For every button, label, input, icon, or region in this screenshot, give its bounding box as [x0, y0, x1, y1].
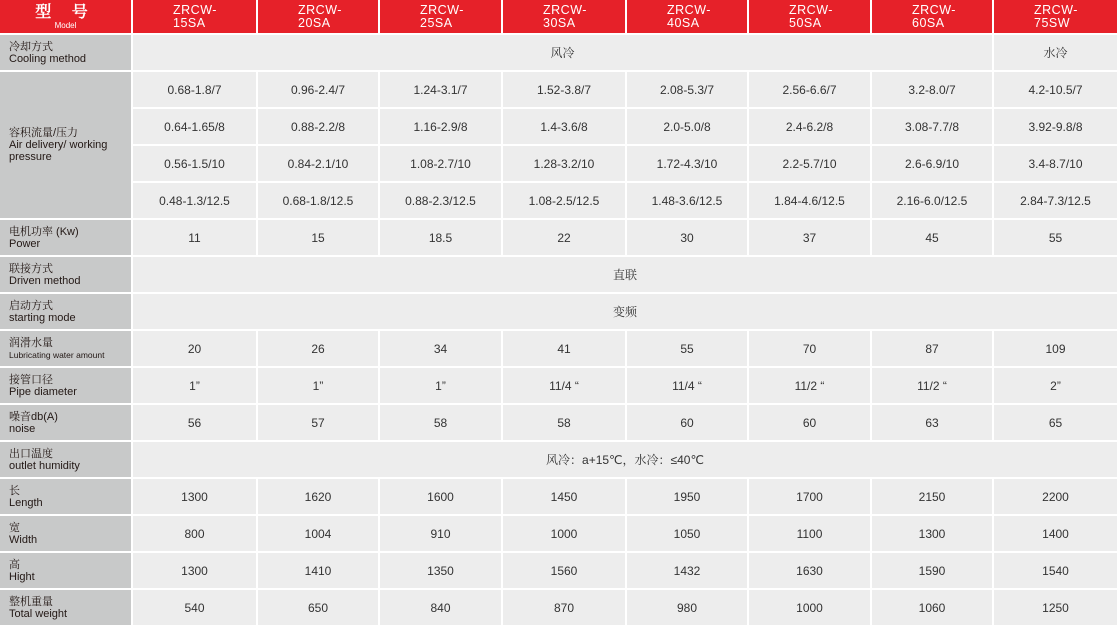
table-cell: 15: [258, 220, 378, 255]
table-cell: 34: [380, 331, 501, 366]
cooling-water-value: 水冷: [994, 35, 1117, 70]
table-cell: 1590: [872, 553, 992, 588]
table-cell: 0.88-2.3/12.5: [380, 183, 501, 218]
table-cell: 70: [749, 331, 870, 366]
weight-row: [0, 590, 1117, 625]
air-delivery-row: [0, 109, 1117, 144]
table-cell: 56: [133, 405, 256, 440]
table-cell: 2.4-6.2/8: [749, 109, 870, 144]
table-cell: 2.08-5.3/7: [627, 72, 747, 107]
table-cell: 840: [380, 590, 501, 625]
table-cell: 65: [994, 405, 1117, 440]
table-cell: 1000: [503, 516, 625, 551]
width-row: [0, 516, 1117, 551]
table-cell: 0.64-1.65/8: [133, 109, 256, 144]
table-cell: 20: [133, 331, 256, 366]
model-col-header: [133, 0, 256, 33]
air-delivery-row: [0, 183, 1117, 218]
table-cell: 57: [258, 405, 378, 440]
table-cell: 1.24-3.1/7: [380, 72, 501, 107]
table-cell: 3.92-9.8/8: [994, 109, 1117, 144]
model-col-header: [994, 0, 1117, 33]
table-cell: 0.88-2.2/8: [258, 109, 378, 144]
table-cell: 11/2 “: [749, 368, 870, 403]
table-cell: 55: [627, 331, 747, 366]
table-cell: 1100: [749, 516, 870, 551]
air-delivery-row: [0, 72, 1117, 107]
table-cell: 1620: [258, 479, 378, 514]
table-cell: 2.56-6.6/7: [749, 72, 870, 107]
model-name: ZRCW- 25SA: [420, 2, 464, 30]
table-cell: 18.5: [380, 220, 501, 255]
model-col-header: [872, 0, 992, 33]
model-label-en: Model: [54, 20, 77, 30]
starting-row: [0, 294, 1117, 329]
driven-row: [0, 257, 1117, 292]
table-cell: 1350: [380, 553, 501, 588]
table-cell: 55: [994, 220, 1117, 255]
table-cell: 1300: [872, 516, 992, 551]
model-col-header: [503, 0, 625, 33]
table-cell: 1”: [258, 368, 378, 403]
table-cell: 1250: [994, 590, 1117, 625]
table-cell: 2.84-7.3/12.5: [994, 183, 1117, 218]
table-cell: 3.4-8.7/10: [994, 146, 1117, 181]
table-cell: 980: [627, 590, 747, 625]
model-name: ZRCW- 20SA: [298, 2, 342, 30]
table-cell: 1.4-3.6/8: [503, 109, 625, 144]
cooling-air-value: 风冷: [133, 35, 992, 70]
table-cell: 37: [749, 220, 870, 255]
table-cell: 3.08-7.7/8: [872, 109, 992, 144]
table-cell: 0.96-2.4/7: [258, 72, 378, 107]
table-cell: 1950: [627, 479, 747, 514]
pipe-row: [0, 368, 1117, 403]
table-cell: 3.2-8.0/7: [872, 72, 992, 107]
model-col-header: [749, 0, 870, 33]
table-cell: 1.72-4.3/10: [627, 146, 747, 181]
row-label-width: 宽 Width: [0, 516, 131, 551]
table-cell: 2150: [872, 479, 992, 514]
row-label-noise: 噪音db(A) noise: [0, 405, 131, 440]
table-cell: 1600: [380, 479, 501, 514]
table-cell: 26: [258, 331, 378, 366]
row-label-driven: 联接方式 Driven method: [0, 257, 131, 292]
model-label-zh: 型 号: [35, 3, 96, 21]
table-cell: 1560: [503, 553, 625, 588]
row-label-outlet: 出口温度 outlet humidity: [0, 442, 131, 477]
table-cell: 30: [627, 220, 747, 255]
table-cell: 11/4 “: [627, 368, 747, 403]
table-cell: 58: [503, 405, 625, 440]
table-cell: 0.84-2.1/10: [258, 146, 378, 181]
table-cell: 1300: [133, 479, 256, 514]
lubricating-row: [0, 331, 1117, 366]
row-label-lubricating: 润滑水量 Lubricating water amount: [0, 331, 131, 366]
table-cell: 1700: [749, 479, 870, 514]
table-cell: 1.28-3.2/10: [503, 146, 625, 181]
table-cell: 60: [749, 405, 870, 440]
table-cell: 2200: [994, 479, 1117, 514]
table-cell: 60: [627, 405, 747, 440]
table-cell: 1450: [503, 479, 625, 514]
power-row: [0, 220, 1117, 255]
model-name: ZRCW- 50SA: [789, 2, 833, 30]
table-cell: 1.08-2.7/10: [380, 146, 501, 181]
air-delivery-row: [0, 146, 1117, 181]
height-row: [0, 553, 1117, 588]
table-cell: 1.48-3.6/12.5: [627, 183, 747, 218]
table-cell: 1004: [258, 516, 378, 551]
table-cell: 1.84-4.6/12.5: [749, 183, 870, 218]
table-cell: 2.16-6.0/12.5: [872, 183, 992, 218]
table-cell: 41: [503, 331, 625, 366]
table-cell: 0.68-1.8/7: [133, 72, 256, 107]
table-cell: 650: [258, 590, 378, 625]
outlet-row: [0, 442, 1117, 477]
table-cell: 11/2 “: [872, 368, 992, 403]
model-name: ZRCW- 40SA: [667, 2, 711, 30]
model-name: ZRCW- 75SW: [1034, 2, 1078, 30]
row-label-starting: 启动方式 starting mode: [0, 294, 131, 329]
table-cell: 2.0-5.0/8: [627, 109, 747, 144]
row-label-height: 高 Hight: [0, 553, 131, 588]
table-cell: 1000: [749, 590, 870, 625]
row-label-air-delivery: 容积流量/压力 Air delivery/ working pressure: [0, 72, 131, 218]
table-cell: 2.6-6.9/10: [872, 146, 992, 181]
table-cell: 1”: [133, 368, 256, 403]
row-label-pipe: 接管口径 Pipe diameter: [0, 368, 131, 403]
table-cell: 800: [133, 516, 256, 551]
table-cell: 1.08-2.5/12.5: [503, 183, 625, 218]
outlet-value: 风冷：a+15℃，水冷：≤40℃: [133, 442, 1117, 477]
table-cell: 4.2-10.5/7: [994, 72, 1117, 107]
driven-value: 直联: [133, 257, 1117, 292]
table-cell: 1”: [380, 368, 501, 403]
model-col-header: [380, 0, 501, 33]
model-col-header: [627, 0, 747, 33]
table-cell: 63: [872, 405, 992, 440]
table-cell: 45: [872, 220, 992, 255]
table-cell: 109: [994, 331, 1117, 366]
table-cell: 1540: [994, 553, 1117, 588]
table-cell: 11/4 “: [503, 368, 625, 403]
model-header-cell: [0, 0, 131, 33]
model-name: ZRCW- 60SA: [912, 2, 956, 30]
table-cell: 1630: [749, 553, 870, 588]
table-cell: 0.48-1.3/12.5: [133, 183, 256, 218]
table-cell: 2”: [994, 368, 1117, 403]
table-cell: 58: [380, 405, 501, 440]
table-cell: 1432: [627, 553, 747, 588]
noise-row: [0, 405, 1117, 440]
table-cell: 11: [133, 220, 256, 255]
table-cell: 1050: [627, 516, 747, 551]
table-cell: 1.52-3.8/7: [503, 72, 625, 107]
table-cell: 87: [872, 331, 992, 366]
model-name: ZRCW- 30SA: [543, 2, 587, 30]
row-label-length: 长 Length: [0, 479, 131, 514]
table-cell: 1410: [258, 553, 378, 588]
row-label-cooling: 冷却方式 Cooling method: [0, 35, 131, 70]
table-cell: 870: [503, 590, 625, 625]
table-cell: 2.2-5.7/10: [749, 146, 870, 181]
cooling-row: [0, 35, 1117, 70]
table-cell: 540: [133, 590, 256, 625]
header-row: [0, 0, 1117, 33]
table-cell: 0.68-1.8/12.5: [258, 183, 378, 218]
table-cell: 1400: [994, 516, 1117, 551]
table-cell: 910: [380, 516, 501, 551]
table-cell: 0.56-1.5/10: [133, 146, 256, 181]
table-cell: 1300: [133, 553, 256, 588]
length-row: [0, 479, 1117, 514]
table-cell: 1060: [872, 590, 992, 625]
row-label-power: 电机功率 (Kw) Power: [0, 220, 131, 255]
starting-value: 变频: [133, 294, 1117, 329]
table-cell: 22: [503, 220, 625, 255]
row-label-weight: 整机重量 Total weight: [0, 590, 131, 625]
table-cell: 1.16-2.9/8: [380, 109, 501, 144]
model-name: ZRCW- 15SA: [173, 2, 217, 30]
model-col-header: [258, 0, 378, 33]
